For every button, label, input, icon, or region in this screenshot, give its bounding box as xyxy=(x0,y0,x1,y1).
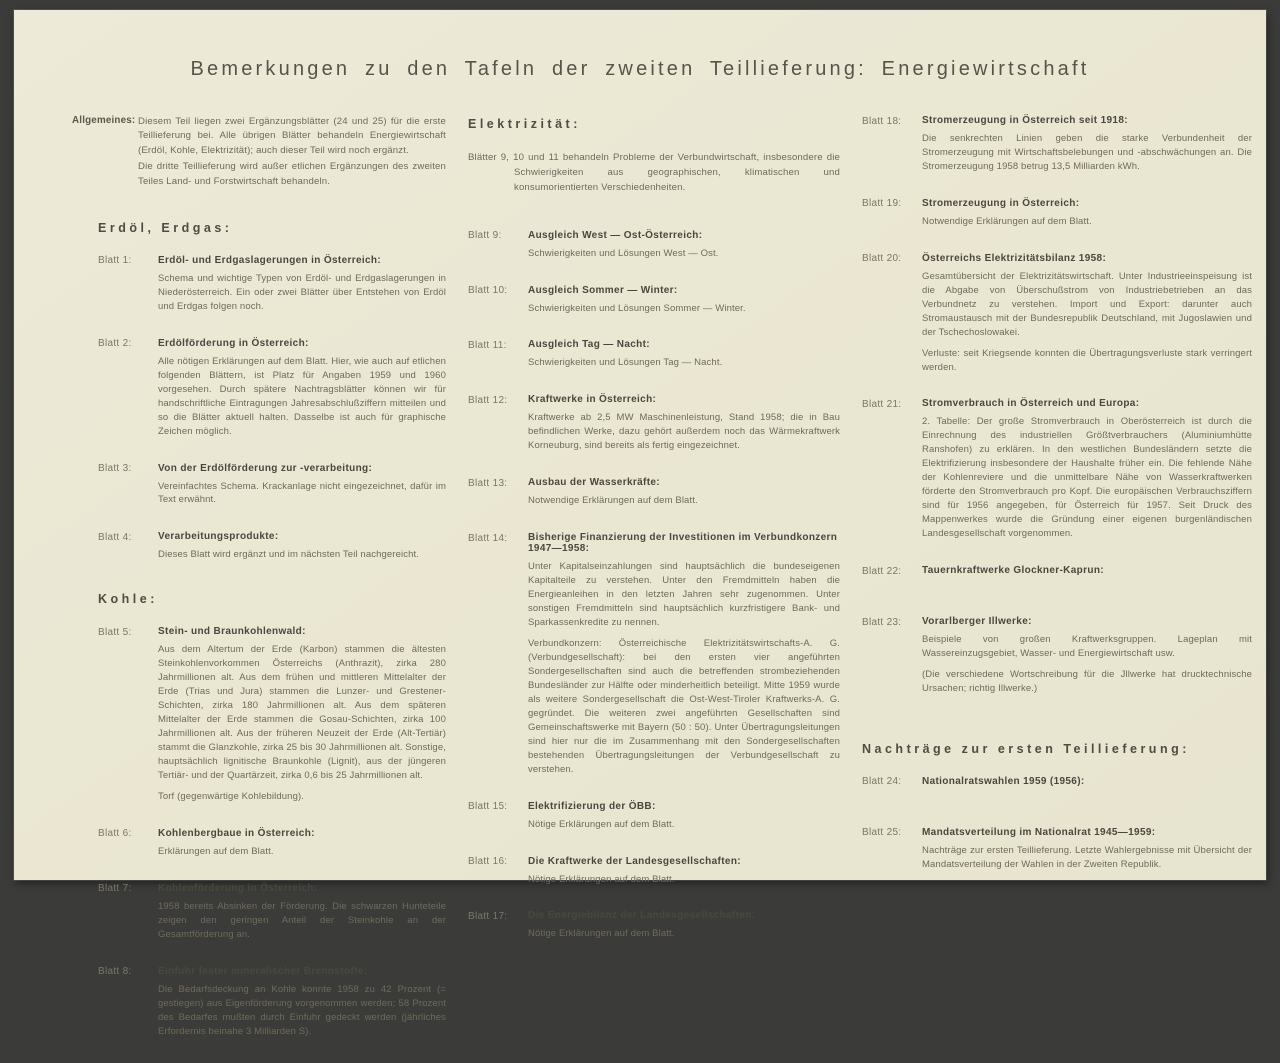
blatt-number-label: Blatt 12: xyxy=(468,394,508,406)
blatt-entry-24 xyxy=(862,776,1252,793)
blatt-body: Schwierigkeiten und Lösungen Tag — Nacht. xyxy=(528,357,723,369)
blatt-entry-14 xyxy=(468,532,840,776)
blatt-entry-11 xyxy=(468,339,840,370)
blatt-entry-13 xyxy=(468,477,840,508)
blatt-body: Schwierigkeiten und Lösungen West — Ost. xyxy=(528,247,719,259)
blatt-number-label: Blatt 8: xyxy=(98,966,132,978)
blatt-body: Notwendige Erklärungen auf dem Blatt. xyxy=(528,495,698,507)
blatt-title: Erdöl- und Erdgaslagerungen in Österreich: xyxy=(158,254,382,266)
blatt-number-label: Blatt 24: xyxy=(862,776,902,788)
elektrizitaet-intro: Blätter 9, 10 und 11 behandeln Probleme der Verbundwirtschaft, insbesondere die Schwierigkeiten aus geographischen, klimatischen und konsumorientierten Verschiedenheiten. xyxy=(468,152,840,193)
blatt-number-label: Blatt 17: xyxy=(468,910,508,922)
blatt-body: Schema und wichtige Typen von Erdöl- und Erdgaslagerungen in Niederösterreich. Ein oder zwei Blätter über Entstehen von Erdöl und Erdgas folgen noch. xyxy=(158,272,446,312)
blatt-body: Nötige Erklärungen auf dem Blatt. xyxy=(528,873,675,885)
blatt-title: Ausgleich West — Ost-Österreich: xyxy=(528,229,703,241)
section-heading-elektrizitaet: Elektrizität: xyxy=(468,117,581,131)
blatt-title: Die Kraftwerke der Landesgesellschaften: xyxy=(528,855,741,867)
blatt-title: Kohlenförderung in Österreich: xyxy=(158,882,318,894)
blatt-body: Alle nötigen Erklärungen auf dem Blatt. Hier, wie auch auf etlichen folgenden Blättern, ist Platz für Angaben 1959 und 1960 vorgesehen. Durch spätere Nachtragsblätter können wir für handschriftliche Eintragungen Jahresabschlußziffern mitteilen und so die Blätter aktuell halten. Dasselbe ist auch für graphische Zeichen möglich. xyxy=(158,355,446,437)
blatt-entry-16 xyxy=(468,856,840,887)
blatt-body: Nachträge zur ersten Teillieferung. Letzte Wahlergebnisse mit Übersicht der Mandatsverteilung der Wahlen in der Zweiten Republik. xyxy=(922,844,1252,870)
blatt-title: Ausgleich Tag — Nacht: xyxy=(528,339,650,351)
blatt-number-label: Blatt 2: xyxy=(98,338,132,350)
blatt-body: Unter Kapitalseinzahlungen sind hauptsächlich die bundeseigenen Kapitalteile zu verstehen. Unter den Fremdmitteln haben die Energieanleihen in den letzten Jahren sehr zugenommen. Unter sonstigen Fremdmitteln sind hauptsächlich kurzfristigere Bank- und Sparkassenkredite zu nennen. xyxy=(528,561,840,629)
blatt-body: Notwendige Erklärungen auf dem Blatt. xyxy=(922,215,1092,227)
section-erdoel-erdgas xyxy=(98,221,446,1039)
blatt-body: 2. Tabelle: Der große Stromverbrauch in Oberösterreich ist durch die Einrechnung des industriellen Größtverbrauchers (Aluminiumhütte Ranshofen) zu erklären. In den westlichen Bundesländern setzte die Elektrifizierung insbesondere der Haushalte früher ein. Die fehlende Nähe der Kohlenreviere und die unmittelbare Nähe von Wasserkraftwerken förderte den Stromverbrauch pro Kopf. Die europäischen Verbrauchsziffern sind für 1956 angegeben, für Österreich für 1957. Seit Druck des Mappenwerkes wurde die Gründung einer eigenen burgenländischen Landesgesellschaft vorgenommen. xyxy=(922,416,1252,540)
blatt-title: Nationalratswahlen 1959 (1956): xyxy=(922,775,1085,787)
blatt-entry-18 xyxy=(862,115,1252,174)
blatt-number-label: Blatt 4: xyxy=(98,531,132,543)
blatt-body: Nötige Erklärungen auf dem Blatt. xyxy=(528,928,675,940)
page-title: Bemerkungen zu den Tafeln der zweiten Teillieferung: Energiewirtschaft xyxy=(190,58,1090,80)
blatt-entry-9 xyxy=(468,230,840,261)
blatt-body: Kraftwerke ab 2,5 MW Maschinenleistung, Stand 1958; die in Bau befindlichen Werke, dazu gehört außerdem noch das Wärmekraftwerk Korneuburg, sind bereits als fertig eingezeichnet. xyxy=(528,412,840,452)
blatt-body: Nötige Erklärungen auf dem Blatt. xyxy=(528,818,675,830)
blatt-entry-10 xyxy=(468,285,840,316)
blatt-number-label: Blatt 22: xyxy=(862,565,902,577)
blatt-number-label: Blatt 9: xyxy=(468,230,502,242)
blatt-number-label: Blatt 23: xyxy=(862,616,902,628)
column-left xyxy=(72,115,446,1063)
blatt-number-label: Blatt 16: xyxy=(468,856,508,867)
blatt-body: Dieses Blatt wird ergänzt und im nächsten Teil nachgereicht. xyxy=(158,549,420,561)
blatt-title: Stromerzeugung in Österreich seit 1918: xyxy=(922,115,1128,126)
blatt-body: Verbundkonzern: Österreichische Elektrizitätswirtschafts-A. G. (Verbundgesellschaft): bei den ersten vier angeführten Sondergesellschaften sind auch die betreffenden strombeziehenden Bundesländer zur Hälfte oder minderheitlich beteiligt. Mitte 1959 wurde als weitere Sondergesellschaft die Ost-West-Tiroler Kraftwerks-A. G. gegründet. Die weiteren zwei angeführten Gesellschaften sind Gemeinschaftswerke mit Bayern (50 : 50). Unter Übertragungsleitungen sind hier nur die im Zusammenhang mit den Sondergesellschaften bestehenden Übertragungsleitungen der Verbundgesellschaft zu verstehen. xyxy=(528,638,840,775)
blatt-entry-19 xyxy=(862,198,1252,229)
blatt-entry-20 xyxy=(862,253,1252,375)
blatt-title: Stromverbrauch in Österreich und Europa: xyxy=(922,398,1140,410)
column-right xyxy=(862,115,1252,1063)
blatt-title: Tauernkraftwerke Glockner-Kaprun: xyxy=(922,565,1104,577)
content-columns xyxy=(14,81,1266,1063)
blatt-title: Kohlenbergbaue in Österreich: xyxy=(158,827,315,839)
blatt-number-label: Blatt 3: xyxy=(98,463,132,475)
blatt-number-label: Blatt 7: xyxy=(98,883,132,895)
column-middle xyxy=(468,115,840,1063)
general-note-body xyxy=(138,115,446,191)
blatt-title: Stromerzeugung in Österreich: xyxy=(922,197,1080,209)
blatt-title: Elektrifizierung der ÖBB: xyxy=(528,800,656,812)
blatt-number-label: Blatt 14: xyxy=(468,532,508,544)
blatt-number-label: Blatt 20: xyxy=(862,253,902,265)
blatt-entry-7 xyxy=(98,883,446,942)
blatt-title: Von der Erdölförderung zur -verarbeitung: xyxy=(158,462,373,474)
blatt-title: Ausgleich Sommer — Winter: xyxy=(528,284,678,296)
blatt-title: Bisherige Finanzierung der Investitionen im Verbundkonzern 1947—1958: xyxy=(528,532,838,555)
blatt-entry-1 xyxy=(98,255,446,314)
blatt-body: (Die verschiedene Wortschreibung für die Jllwerke hat drucktechnische Ursachen; richtig Illwerke.) xyxy=(922,668,1252,694)
blatt-entry-4 xyxy=(98,531,446,562)
blatt-body: Schwierigkeiten und Lösungen Sommer — Winter. xyxy=(528,302,746,314)
blatt-title: Österreichs Elektrizitätsbilanz 1958: xyxy=(922,252,1107,264)
blatt-title: Ausbau der Wasserkräfte: xyxy=(528,477,660,489)
blatt-title: Erdölförderung in Österreich: xyxy=(158,337,309,349)
blatt-entry-12 xyxy=(468,394,840,453)
blatt-title: Die Energiebilanz der Landesgesellschaften: xyxy=(528,910,756,922)
blatt-number-label: Blatt 6: xyxy=(98,828,132,840)
blatt-entry-25 xyxy=(862,827,1252,872)
blatt-entry-6 xyxy=(98,828,446,859)
section-heading-kohle: Kohle: xyxy=(98,592,158,607)
blatt-title: Kraftwerke in Österreich: xyxy=(528,394,657,406)
blatt-title: Stein- und Braunkohlenwald: xyxy=(158,626,306,638)
blatt-entry-3 xyxy=(98,463,446,508)
general-note xyxy=(72,115,446,191)
blatt-body: Vereinfachtes Schema. Krackanlage nicht eingezeichnet, dafür im Text erwähnt. xyxy=(158,480,446,506)
section-heading-erdoel: Erdöl, Erdgas: xyxy=(98,220,233,235)
general-note-label: Allgemeines: xyxy=(72,115,136,126)
blatt-number-label: Blatt 19: xyxy=(862,198,902,210)
blatt-number-label: Blatt 13: xyxy=(468,477,508,489)
blatt-entry-2 xyxy=(98,338,446,439)
blatt-entry-5 xyxy=(98,626,446,803)
blatt-title: Verarbeitungsprodukte: xyxy=(158,531,279,543)
blatt-title: Vorarlberger Illwerke: xyxy=(922,616,1032,628)
section-heading-nachtraege: Nachträge zur ersten Teillieferung: xyxy=(862,741,1190,756)
blatt-number-label: Blatt 11: xyxy=(468,339,507,351)
blatt-number-label: Blatt 25: xyxy=(862,827,902,839)
blatt-body: Aus dem Altertum der Erde (Karbon) stammen die ältesten Steinkohlenvorkommen Österreichs (Anthrazit), zirka 280 Jahrmillionen alt. Aus dem frühen und mittleren Mittelalter der Erde (Trias und Jura) stammen die Lunzer- und Grestener-Schichten, zirka 180 Jahrmillionen alt. Aus dem späteren Mittelalter der Erde stammen die Gosau-Schichten, zirka 100 Jahrmillionen alt. Aus der früheren Neuzeit der Erde (Alt-Tertiär) stammt die Glanzkohle, zirka 25 bis 30 Jahrmillionen alt. Sonstige, hauptsächlich lignitische Braunkohle (Lignit), aus der jüngeren Tertiär- und der Quartärzeit, zirka 0,6 bis 25 Jahrmillionen alt. xyxy=(158,644,446,781)
blatt-body: 1958 bereits Absinken der Förderung. Die schwarzen Hunteteile zeigen den geringen Anteil der Steinkohle an der Gesamtförderung an. xyxy=(158,900,446,940)
blatt-number-label: Blatt 10: xyxy=(468,285,508,297)
blatt-number-label: Blatt 1: xyxy=(98,255,132,267)
blatt-body: Verluste: seit Kriegsende konnten die Übertragungsverluste stark verringert werden. xyxy=(922,347,1252,373)
blatt-body: Beispiele von großen Kraftwerksgruppen. Lageplan mit Wassereinzugsgebiet, Wasser- und Energiewirtschaft usw. xyxy=(922,634,1252,660)
blatt-body: Die senkrechten Linien geben die starke Verbundenheit der Stromerzeugung mit Wirtschaftsbelebungen und -abschwächungen an. Die Stromerzeugung 1958 betrug 13,5 Milliarden kWh. xyxy=(922,133,1252,172)
blatt-entry-17 xyxy=(468,910,840,941)
blatt-body: Die Bedarfsdeckung an Kohle konnte 1958 zu 42 Prozent (= gestiegen) aus Eigenförderung vorgenommen werden; 58 Prozent des Bedarfes mußten durch Einfuhr gedeckt werden (jährliches Erfordernis beinahe 3 Milliarden S). xyxy=(158,983,446,1037)
blatt-body: Erklärungen auf dem Blatt. xyxy=(158,845,274,857)
blatt-body: Torf (gegenwärtige Kohlebildung). xyxy=(158,790,305,802)
blatt-entry-8 xyxy=(98,966,446,1039)
blatt-title: Einfuhr fester mineralischer Brennstoffe: xyxy=(158,965,368,977)
blatt-number-label: Blatt 18: xyxy=(862,115,902,127)
blatt-title: Mandatsverteilung im Nationalrat 1945—1959: xyxy=(922,826,1156,838)
blatt-entry-22 xyxy=(862,565,1252,582)
blatt-number-label: Blatt 21: xyxy=(862,398,902,410)
blatt-entry-23 xyxy=(862,616,1252,696)
document-page xyxy=(14,10,1266,1037)
blatt-number-label: Blatt 5: xyxy=(98,626,132,638)
blatt-entry-21 xyxy=(862,398,1252,541)
blatt-number-label: Blatt 15: xyxy=(468,801,508,813)
general-note-paragraph: Diesem Teil liegen zwei Ergänzungsblätter (24 und 25) für die erste Teillieferung bei. Alle übrigen Blätter behandeln Energiewirtschaft (Erdöl, Kohle, Elektrizität); auch dieser Teil wird noch ergänzt. xyxy=(138,116,446,156)
blatt-body: Gesamtübersicht der Elektrizitätswirtschaft. Unter Industrieeinspeisung ist die Abgabe von Überschußstrom von Industriebetrieben an das Verbundnetz zu verstehen. Import und Export: darunter auch Stromaustausch mit der Bundesrepublik Deutschland, mit Jugoslawien und der Tschechoslowakei. xyxy=(922,270,1252,338)
blatt-entry-15 xyxy=(468,801,840,832)
general-note-paragraph: Die dritte Teillieferung wird außer etlichen Ergänzungen des zweiten Teiles Land- und Forstwirtschaft behandeln. xyxy=(138,161,446,187)
